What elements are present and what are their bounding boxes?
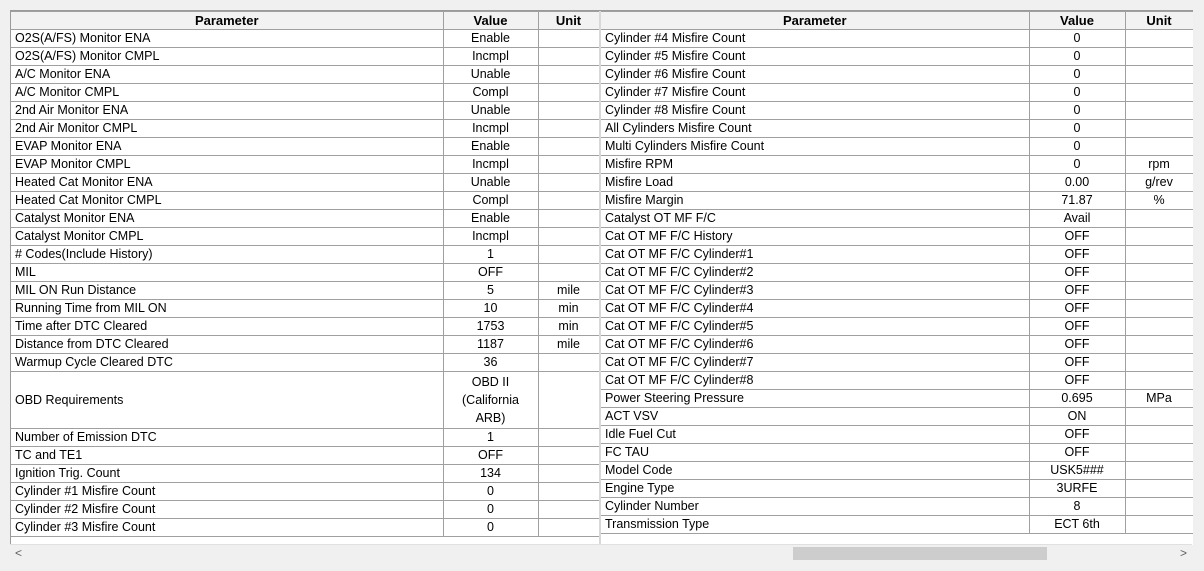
table-row[interactable] xyxy=(601,102,1193,120)
unit-cell xyxy=(1125,246,1193,264)
value-cell: Unable xyxy=(443,174,538,192)
value-cell: Avail xyxy=(1029,210,1125,228)
unit-cell: mile xyxy=(538,336,599,354)
parameter-cell: EVAP Monitor CMPL xyxy=(11,156,443,174)
table-row[interactable] xyxy=(11,246,599,264)
value-cell: 1187 xyxy=(443,336,538,354)
parameter-cell: EVAP Monitor ENA xyxy=(11,138,443,156)
value-cell: Enable xyxy=(443,30,538,48)
unit-cell xyxy=(1125,426,1193,444)
parameter-cell: Cylinder #1 Misfire Count xyxy=(11,483,443,501)
parameter-cell: MIL xyxy=(11,264,443,282)
value-cell: Incmpl xyxy=(443,228,538,246)
unit-cell: min xyxy=(538,318,599,336)
value-cell: Incmpl xyxy=(443,120,538,138)
value-cell: ON xyxy=(1029,408,1125,426)
table-row[interactable] xyxy=(11,354,599,372)
parameter-cell: Ignition Trig. Count xyxy=(11,465,443,483)
table-row[interactable] xyxy=(11,300,599,318)
scrollbar-thumb[interactable] xyxy=(793,547,1047,560)
unit-cell xyxy=(1125,66,1193,84)
value-cell: OFF xyxy=(1029,444,1125,462)
parameter-cell: MIL ON Run Distance xyxy=(11,282,443,300)
parameter-cell: Cylinder #5 Misfire Count xyxy=(601,48,1029,66)
unit-cell xyxy=(538,30,599,48)
parameter-cell: OBD Requirements xyxy=(11,372,443,429)
table-row[interactable] xyxy=(601,426,1193,444)
scroll-right-arrow-icon[interactable]: > xyxy=(1179,546,1187,560)
unit-cell xyxy=(1125,462,1193,480)
horizontal-scrollbar[interactable] xyxy=(10,544,1192,562)
table-row[interactable] xyxy=(601,84,1193,102)
parameter-cell: Catalyst Monitor ENA xyxy=(11,210,443,228)
value-cell: 5 xyxy=(443,282,538,300)
unit-cell xyxy=(1125,210,1193,228)
unit-cell xyxy=(538,228,599,246)
unit-cell xyxy=(1125,228,1193,246)
parameter-cell: Cylinder #7 Misfire Count xyxy=(601,84,1029,102)
value-cell: OFF xyxy=(1029,228,1125,246)
parameter-cell: All Cylinders Misfire Count xyxy=(601,120,1029,138)
unit-cell xyxy=(1125,48,1193,66)
value-cell: 0 xyxy=(1029,156,1125,174)
unit-cell: min xyxy=(538,300,599,318)
value-cell: 0 xyxy=(1029,30,1125,48)
parameter-cell: Catalyst OT MF F/C xyxy=(601,210,1029,228)
parameter-cell: 2nd Air Monitor CMPL xyxy=(11,120,443,138)
table-row[interactable] xyxy=(11,264,599,282)
parameter-cell: Model Code xyxy=(601,462,1029,480)
unit-cell: mile xyxy=(538,282,599,300)
column-header-unit[interactable]: Unit xyxy=(538,12,599,30)
unit-cell xyxy=(1125,480,1193,498)
unit-cell xyxy=(538,483,599,501)
value-cell: USK5### xyxy=(1029,462,1125,480)
table-row[interactable] xyxy=(601,210,1193,228)
data-table-left xyxy=(11,11,600,537)
value-cell: Compl xyxy=(443,84,538,102)
table-row[interactable] xyxy=(11,501,599,519)
table-row[interactable] xyxy=(11,372,599,429)
unit-cell xyxy=(538,156,599,174)
column-header-value[interactable]: Value xyxy=(1029,12,1125,30)
table-row[interactable] xyxy=(601,264,1193,282)
value-cell: OBD II (California ARB) xyxy=(443,372,538,429)
unit-cell: MPa xyxy=(1125,390,1193,408)
table-row[interactable] xyxy=(11,465,599,483)
unit-cell xyxy=(1125,372,1193,390)
table-row[interactable] xyxy=(11,429,599,447)
unit-cell xyxy=(538,174,599,192)
column-header-parameter[interactable]: Parameter xyxy=(601,12,1029,30)
parameter-cell: Cat OT MF F/C Cylinder#3 xyxy=(601,282,1029,300)
table-row[interactable] xyxy=(11,174,599,192)
value-cell: Unable xyxy=(443,102,538,120)
parameter-cell: Time after DTC Cleared xyxy=(11,318,443,336)
table-row[interactable] xyxy=(601,354,1193,372)
table-row[interactable] xyxy=(11,102,599,120)
table-row[interactable] xyxy=(11,156,599,174)
table-row[interactable] xyxy=(601,192,1193,210)
table-row[interactable] xyxy=(601,246,1193,264)
table-row[interactable] xyxy=(11,447,599,465)
value-cell: OFF xyxy=(1029,300,1125,318)
unit-cell xyxy=(1125,498,1193,516)
value-cell: 0.695 xyxy=(1029,390,1125,408)
table-row[interactable] xyxy=(11,48,599,66)
value-cell: Compl xyxy=(443,192,538,210)
table-row[interactable] xyxy=(601,156,1193,174)
unit-cell xyxy=(538,447,599,465)
value-cell: 0 xyxy=(443,519,538,537)
value-cell: OFF xyxy=(1029,372,1125,390)
unit-cell xyxy=(538,429,599,447)
parameter-cell: Cylinder #8 Misfire Count xyxy=(601,102,1029,120)
value-cell: OFF xyxy=(443,264,538,282)
table-row[interactable] xyxy=(601,228,1193,246)
parameter-cell: A/C Monitor CMPL xyxy=(11,84,443,102)
unit-cell xyxy=(1125,282,1193,300)
parameter-cell: Power Steering Pressure xyxy=(601,390,1029,408)
value-cell: 0 xyxy=(1029,138,1125,156)
header-row xyxy=(601,12,1193,30)
table-row[interactable] xyxy=(601,30,1193,48)
unit-cell xyxy=(538,102,599,120)
table-row[interactable] xyxy=(601,444,1193,462)
parameter-cell: 2nd Air Monitor ENA xyxy=(11,102,443,120)
parameter-cell: Cat OT MF F/C Cylinder#5 xyxy=(601,318,1029,336)
table-row[interactable] xyxy=(601,48,1193,66)
table-row[interactable] xyxy=(601,138,1193,156)
value-cell: 1 xyxy=(443,246,538,264)
value-cell: 1 xyxy=(443,429,538,447)
value-cell: Enable xyxy=(443,138,538,156)
parameter-cell: Cat OT MF F/C Cylinder#8 xyxy=(601,372,1029,390)
parameter-cell: Heated Cat Monitor CMPL xyxy=(11,192,443,210)
unit-cell xyxy=(538,66,599,84)
unit-cell xyxy=(538,192,599,210)
value-cell: Incmpl xyxy=(443,48,538,66)
parameter-cell: Cylinder #4 Misfire Count xyxy=(601,30,1029,48)
value-cell: 0 xyxy=(1029,84,1125,102)
unit-cell: rpm xyxy=(1125,156,1193,174)
parameter-cell: Warmup Cycle Cleared DTC xyxy=(11,354,443,372)
value-cell: OFF xyxy=(1029,426,1125,444)
table-row[interactable] xyxy=(11,120,599,138)
unit-cell xyxy=(538,354,599,372)
unit-cell xyxy=(538,519,599,537)
parameter-cell: Heated Cat Monitor ENA xyxy=(11,174,443,192)
table-row[interactable] xyxy=(601,390,1193,408)
table-row[interactable] xyxy=(601,498,1193,516)
value-cell: OFF xyxy=(1029,336,1125,354)
value-cell: OFF xyxy=(1029,354,1125,372)
unit-cell xyxy=(538,84,599,102)
column-header-value[interactable]: Value xyxy=(443,12,538,30)
table-row[interactable] xyxy=(601,372,1193,390)
unit-cell xyxy=(1125,138,1193,156)
value-cell: 0 xyxy=(1029,102,1125,120)
value-cell: OFF xyxy=(1029,282,1125,300)
unit-cell xyxy=(538,465,599,483)
table-row[interactable] xyxy=(601,120,1193,138)
column-header-unit[interactable]: Unit xyxy=(1125,12,1193,30)
parameter-cell: Multi Cylinders Misfire Count xyxy=(601,138,1029,156)
unit-cell xyxy=(538,246,599,264)
table-row[interactable] xyxy=(11,228,599,246)
value-cell: 71.87 xyxy=(1029,192,1125,210)
unit-cell: % xyxy=(1125,192,1193,210)
value-cell: OFF xyxy=(443,447,538,465)
value-cell: OFF xyxy=(1029,318,1125,336)
value-cell: 3URFE xyxy=(1029,480,1125,498)
value-cell: OFF xyxy=(1029,264,1125,282)
table-row[interactable] xyxy=(11,318,599,336)
parameter-cell: FC TAU xyxy=(601,444,1029,462)
value-cell: Enable xyxy=(443,210,538,228)
parameter-cell: Cat OT MF F/C Cylinder#1 xyxy=(601,246,1029,264)
value-cell: 8 xyxy=(1029,498,1125,516)
unit-cell xyxy=(538,48,599,66)
data-table-right xyxy=(601,11,1193,534)
parameter-cell: A/C Monitor ENA xyxy=(11,66,443,84)
table-row[interactable] xyxy=(11,282,599,300)
table-row[interactable] xyxy=(601,336,1193,354)
unit-cell xyxy=(1125,30,1193,48)
unit-cell xyxy=(1125,300,1193,318)
value-cell: 0 xyxy=(1029,66,1125,84)
parameter-cell: Cylinder #2 Misfire Count xyxy=(11,501,443,519)
table-row[interactable] xyxy=(601,318,1193,336)
header-row xyxy=(11,12,599,30)
table-row[interactable] xyxy=(601,174,1193,192)
table-row[interactable] xyxy=(11,210,599,228)
unit-cell xyxy=(1125,516,1193,534)
value-cell: 0 xyxy=(1029,48,1125,66)
unit-cell xyxy=(538,264,599,282)
value-cell: Unable xyxy=(443,66,538,84)
unit-cell xyxy=(538,501,599,519)
parameter-cell: Cat OT MF F/C Cylinder#2 xyxy=(601,264,1029,282)
value-cell: OFF xyxy=(1029,246,1125,264)
parameter-cell: Misfire RPM xyxy=(601,156,1029,174)
parameter-cell: O2S(A/FS) Monitor CMPL xyxy=(11,48,443,66)
table-row[interactable] xyxy=(601,462,1193,480)
unit-cell xyxy=(538,120,599,138)
unit-cell xyxy=(1125,444,1193,462)
table-row[interactable] xyxy=(11,336,599,354)
table-row[interactable] xyxy=(601,282,1193,300)
parameter-cell: Cat OT MF F/C Cylinder#6 xyxy=(601,336,1029,354)
parameter-cell: TC and TE1 xyxy=(11,447,443,465)
table-row[interactable] xyxy=(601,480,1193,498)
parameter-cell: Cylinder #3 Misfire Count xyxy=(11,519,443,537)
parameter-cell: Misfire Margin xyxy=(601,192,1029,210)
unit-cell xyxy=(1125,84,1193,102)
unit-cell xyxy=(1125,408,1193,426)
value-cell: 10 xyxy=(443,300,538,318)
value-cell: 0 xyxy=(443,483,538,501)
table-row[interactable] xyxy=(11,66,599,84)
value-cell: 0.00 xyxy=(1029,174,1125,192)
parameter-cell: Cylinder #6 Misfire Count xyxy=(601,66,1029,84)
unit-cell: g/rev xyxy=(1125,174,1193,192)
value-cell: 134 xyxy=(443,465,538,483)
scroll-left-arrow-icon[interactable]: < xyxy=(14,546,22,560)
table-row[interactable] xyxy=(11,483,599,501)
table-row[interactable] xyxy=(11,192,599,210)
unit-cell xyxy=(1125,318,1193,336)
parameter-cell: Transmission Type xyxy=(601,516,1029,534)
table-row[interactable] xyxy=(601,66,1193,84)
table-row[interactable] xyxy=(11,84,599,102)
unit-cell xyxy=(538,372,599,429)
table-row[interactable] xyxy=(601,516,1193,534)
unit-cell xyxy=(1125,102,1193,120)
unit-cell xyxy=(1125,264,1193,282)
unit-cell xyxy=(1125,336,1193,354)
column-header-parameter[interactable]: Parameter xyxy=(11,12,443,30)
parameter-cell: Running Time from MIL ON xyxy=(11,300,443,318)
parameter-cell: Misfire Load xyxy=(601,174,1029,192)
table-row[interactable] xyxy=(11,138,599,156)
unit-cell xyxy=(538,138,599,156)
parameter-cell: ACT VSV xyxy=(601,408,1029,426)
table-row[interactable] xyxy=(11,519,599,537)
parameter-cell: Cat OT MF F/C Cylinder#4 xyxy=(601,300,1029,318)
parameter-cell: Catalyst Monitor CMPL xyxy=(11,228,443,246)
parameter-cell: Distance from DTC Cleared xyxy=(11,336,443,354)
parameter-cell: Idle Fuel Cut xyxy=(601,426,1029,444)
parameter-cell: Cat OT MF F/C History xyxy=(601,228,1029,246)
value-cell: 1753 xyxy=(443,318,538,336)
unit-cell xyxy=(1125,120,1193,138)
value-cell: ECT 6th xyxy=(1029,516,1125,534)
unit-cell xyxy=(1125,354,1193,372)
parameter-cell: Engine Type xyxy=(601,480,1029,498)
data-list-panel xyxy=(10,10,1193,545)
parameter-cell: # Codes(Include History) xyxy=(11,246,443,264)
table-row[interactable] xyxy=(11,30,599,48)
value-cell: 0 xyxy=(443,501,538,519)
parameter-cell: Cylinder Number xyxy=(601,498,1029,516)
value-cell: 0 xyxy=(1029,120,1125,138)
unit-cell xyxy=(538,210,599,228)
parameter-cell: Number of Emission DTC xyxy=(11,429,443,447)
parameter-cell: Cat OT MF F/C Cylinder#7 xyxy=(601,354,1029,372)
parameter-cell: O2S(A/FS) Monitor ENA xyxy=(11,30,443,48)
table-row[interactable] xyxy=(601,408,1193,426)
value-cell: Incmpl xyxy=(443,156,538,174)
value-cell: 36 xyxy=(443,354,538,372)
table-row[interactable] xyxy=(601,300,1193,318)
